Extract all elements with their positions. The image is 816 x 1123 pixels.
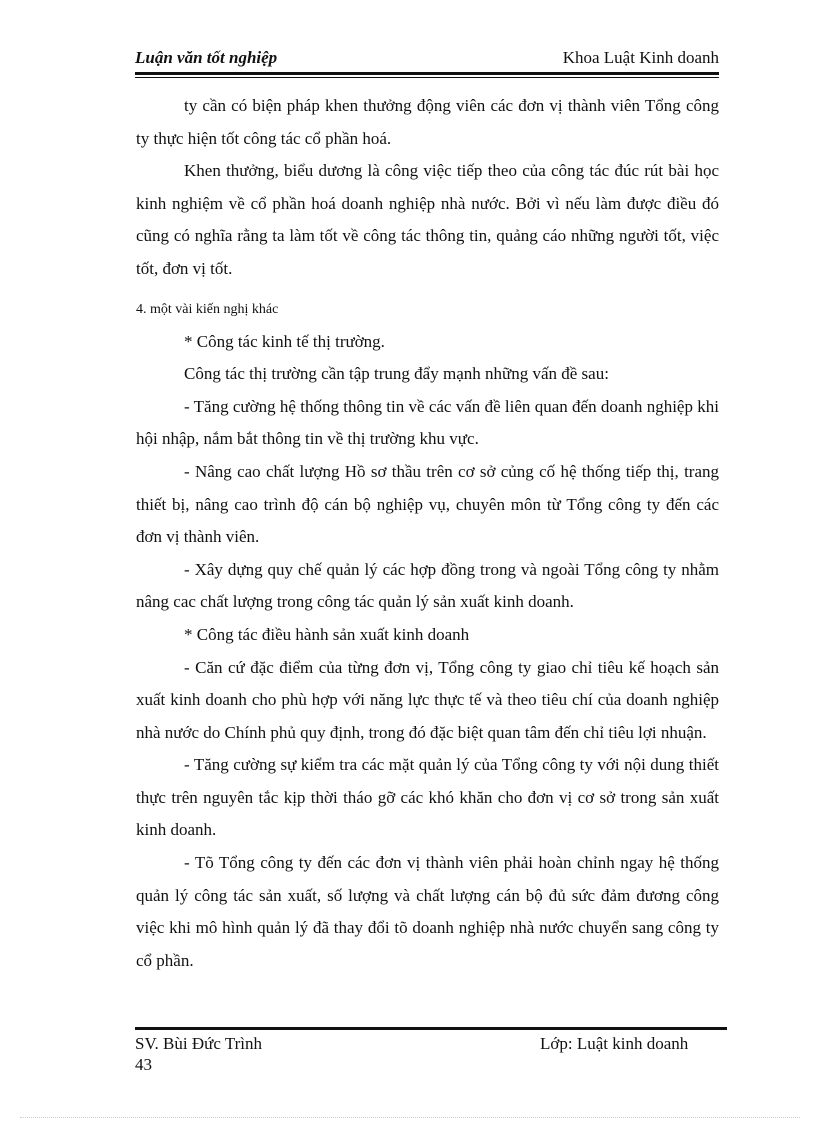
header-rule	[135, 72, 719, 75]
paragraph: ty cần có biện pháp khen thưởng động viên các đơn vị thành viên Tổng công ty thực hiện tốt công tác cổ phần hoá.	[136, 96, 719, 148]
paragraph: - Tõ Tổng công ty đến các đơn vị thành viên phải hoàn chỉnh ngay hệ thống quản lý công tác sản xuất, số lượng và chất lượng cán bộ đủ sức đảm đương công việc khi mô hình quản lý đã thay đổi tõ doanh nghiệp nhà nước chuyển sang công ty cổ phần.	[136, 853, 719, 970]
header-faculty: Khoa Luật Kinh doanh	[562, 48, 719, 67]
header-thesis-title: Luận văn tốt nghiệp	[135, 48, 278, 67]
paragraph: Khen thưởng, biểu dương là công việc tiếp theo của công tác đúc rút bài học kinh nghiệm về cổ phần hoá doanh nghiệp nhà nước. Bởi vì nếu làm được điều đó cũng có nghĩa rằng ta làm tốt về công tác thông tin, quảng cáo những người tốt, việc tốt, đơn vị tốt.	[136, 161, 719, 278]
paragraph: * Công tác điều hành sản xuất kinh doanh	[184, 624, 470, 644]
section-heading: 4. một vài kiến nghị khác	[136, 301, 279, 317]
paragraph: - Tăng cường hệ thống thông tin về các vấn đề liên quan đến doanh nghiệp khi hội nhập, nắm bắt thông tin về thị trường khu vực.	[136, 396, 719, 449]
paragraph: * Công tác kinh tế thị trường.	[184, 331, 385, 351]
paragraph: Công tác thị trường cần tập trung đẩy mạnh những vấn đề sau:	[184, 364, 609, 384]
paragraph: - Căn cứ đặc điểm của từng đơn vị, Tổng công ty giao chỉ tiêu kế hoạch sản xuất kinh doanh cho phù hợp với năng lực thực tế và theo tiêu chí của doanh nghiệp nhà nước do Chính phủ quy định, trong đó đặc biệt quan tâm đến chỉ tiêu lợi nhuận.	[136, 657, 719, 742]
page-body	[136, 90, 719, 977]
paragraph: - Nâng cao chất lượng Hồ sơ thầu trên cơ sở củng cố hệ thống tiếp thị, trang thiết bị, nâng cao trình độ cán bộ nghiệp vụ, chuyên môn từ Tổng công ty đến các đơn vị thành viên.	[136, 461, 719, 547]
footer-class: Lớp: Luật kinh doanh	[540, 1034, 689, 1053]
paragraph: - Xây dựng quy chế quản lý các hợp đồng trong và ngoài Tổng công ty nhằm nâng cac chất lượng trong công tác quản lý sản xuất kinh doanh.	[136, 559, 719, 612]
footer-rule	[135, 1027, 727, 1030]
paragraph: - Tăng cường sự kiểm tra các mặt quản lý của Tổng công ty với nội dung thiết thực trên nguyên tắc kịp thời tháo gỡ các khó khăn cho đơn vị cơ sở trong sản xuất kinh doanh.	[136, 755, 719, 840]
page-number: 43	[135, 1055, 152, 1074]
footer-student-name: SV. Bùi Đức Trình	[135, 1034, 263, 1053]
page-edge-divider	[20, 1117, 800, 1118]
page-header	[135, 48, 719, 72]
header-rule-thin	[135, 77, 719, 78]
